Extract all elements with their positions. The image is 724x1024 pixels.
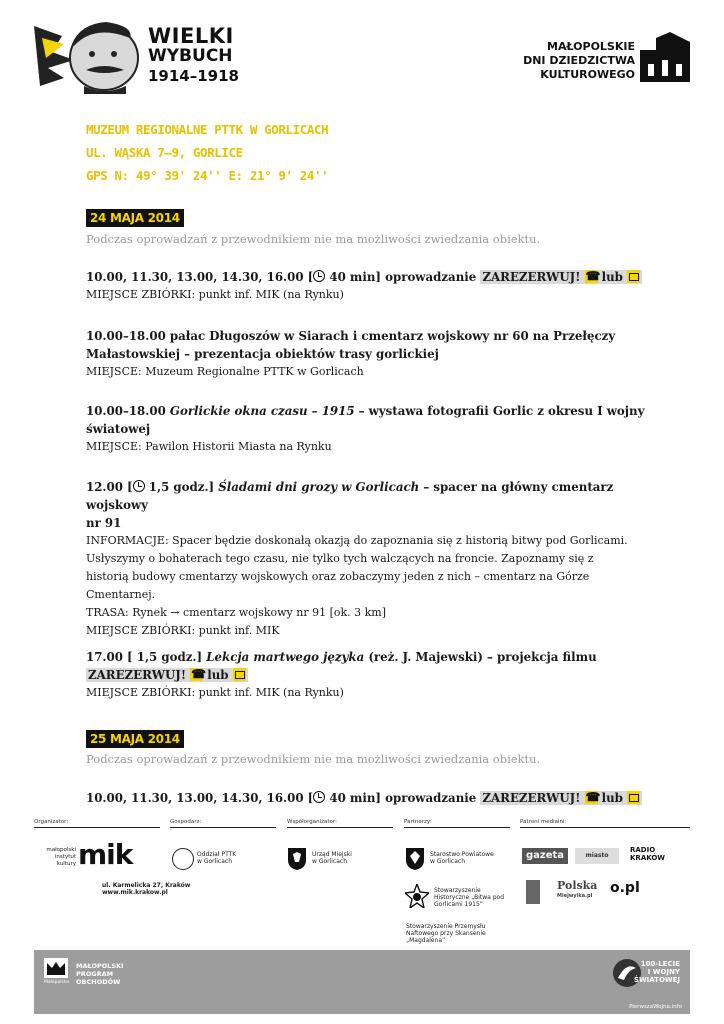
spn-line3: „Magdalena” xyxy=(406,937,446,944)
event3-rest-b: światowej xyxy=(86,422,151,436)
day2-event1 xyxy=(86,789,646,807)
mail-icon[interactable] xyxy=(233,668,246,681)
event4-rest-a: – spacer na główny cmentarz wojskowy xyxy=(86,480,614,512)
day1-event3 xyxy=(86,402,646,456)
day2-note: Podczas oprowadzań z przewodnikiem nie ma możliwości zwiedzania obiektu. xyxy=(86,752,541,766)
clock-icon xyxy=(313,791,325,803)
event4-time: 12.00 [ xyxy=(86,480,133,494)
centenary-line3: ŚWIATOWEJ xyxy=(633,976,680,984)
date-badge-day2: 25 MAJA 2014 xyxy=(86,730,184,748)
event4-place: MIEJSCE ZBIÓRKI: punkt inf. MIK xyxy=(86,624,280,637)
mdk-line2: DNI DZIEDZICTWA xyxy=(523,54,635,67)
divider xyxy=(520,827,690,828)
bb-line3: OBCHODÓW xyxy=(76,978,121,986)
event4-info2: Usłyszymy o bohaterach tego czasu, nie tylko tych walczących na froncie. Zapoznamy się z xyxy=(86,552,594,565)
venue-info xyxy=(86,118,328,187)
event2-place: MIEJSCE: Muzeum Regionalne PTTK w Gorlicach xyxy=(86,365,364,378)
reserve-button[interactable] xyxy=(480,270,642,284)
mik-logo: mik xyxy=(78,838,133,871)
reserve-label: ZAREZERWUJ! xyxy=(482,791,581,805)
venue-gps: GPS N: 49° 39' 24'' E: 21° 9' 24'' xyxy=(86,168,329,183)
powiat-coat-of-arms-icon xyxy=(406,848,424,870)
event2-title-b: Małastowskiej – prezentacja obiektów trasy gorlickiej xyxy=(86,347,439,361)
label-partners: Partnerzy: xyxy=(404,819,432,825)
starostwo-text xyxy=(430,851,494,865)
spn-text xyxy=(406,923,486,944)
polska-logo xyxy=(557,880,597,902)
day1-event4 xyxy=(86,478,646,640)
gorlice-coat-of-arms-icon xyxy=(288,848,306,870)
divider xyxy=(287,827,393,828)
clock-icon xyxy=(133,480,145,492)
radio-krakow-logo xyxy=(630,846,665,862)
spn-line2: Naftowego przy Skansenie xyxy=(406,930,486,937)
label-coorganizer: Współorganizator: xyxy=(287,819,337,825)
um-line1: Urząd Miejski xyxy=(312,851,352,858)
mdk-text xyxy=(523,40,635,82)
day2-event1-duration: 40 min] oprowadzanie xyxy=(325,791,481,805)
event2-title-a: 10.00–18.00 pałac Długoszów w Siarach i cmentarz wojskowy nr 60 na Przełęczy xyxy=(86,329,616,343)
starostwo-line1: Starostwo Powiatowe xyxy=(430,851,494,858)
label-media: Patroni medialni: xyxy=(520,819,567,825)
reserve-label: ZAREZERWUJ! xyxy=(88,668,187,682)
mail-icon[interactable] xyxy=(627,791,640,804)
um-line2: w Gorlicach xyxy=(312,858,348,865)
date-badge-day1: 24 MAJA 2014 xyxy=(86,209,184,227)
mik-small-text: małopolski instytut kultury xyxy=(46,847,76,867)
event4-info3: historią budowy cmentarzy wojskowych oraz zobaczymy jeden z nich – cmentarz na Górze xyxy=(86,570,590,583)
tvp-logo-icon xyxy=(526,880,540,904)
mik-address-line1: ul. Karmelicka 27, Kraków xyxy=(102,882,191,889)
reserve-or: lub xyxy=(597,270,628,284)
spn-line1: Stowarzyszenie Przemysłu xyxy=(406,923,486,930)
mail-icon[interactable] xyxy=(627,270,640,283)
mdk-line3: KULTUROWEGO xyxy=(540,68,635,81)
stowarzyszenie-line2: Historyczne „Bitwa pod xyxy=(434,894,505,901)
mdk-logo xyxy=(430,32,690,92)
event1-place: MIEJSCE ZBIÓRKI: punkt inf. MIK (na Rynku) xyxy=(86,288,344,301)
day2-event1-heading xyxy=(86,789,646,807)
stowarzyszenie-badge-icon xyxy=(405,884,429,908)
event3-time: 10.00–18.00 xyxy=(86,404,170,418)
day2-event1-time: 10.00, 11.30, 13.00, 14.30, 16.00 [ xyxy=(86,791,314,805)
day1-note: Podczas oprowadzań z przewodnikiem nie ma możliwości zwiedzania obiektu. xyxy=(86,232,541,246)
reserve-or: lub xyxy=(597,791,628,805)
event4-route: TRASA: Rynek → cmentarz wojskowy nr 91 [ok. 3 km] xyxy=(86,606,387,619)
opl-logo: o.pl xyxy=(610,880,640,896)
centenary-text xyxy=(634,960,680,984)
event4-info4: Cmentarnej. xyxy=(86,588,156,601)
event3-title xyxy=(86,402,646,420)
event4-title xyxy=(86,478,646,514)
event3-italic: Gorlickie okna czasu – 1915 xyxy=(169,404,355,418)
um-text xyxy=(312,851,352,865)
event4-duration: 1,5 godz.] xyxy=(144,480,219,494)
phone-icon[interactable] xyxy=(585,791,598,804)
event4-info1: INFORMACJE: Spacer będzie doskonałą okazją do zapoznania się z historią bitwy pod Gorlicami. xyxy=(86,534,628,547)
centenary-line1: 100-LECIE xyxy=(640,960,680,968)
stowarzyszenie-text xyxy=(434,887,504,908)
divider xyxy=(170,827,276,828)
reserve-button[interactable] xyxy=(480,791,642,805)
wb-line2: WYBUCH xyxy=(148,46,233,66)
phone-icon[interactable] xyxy=(585,270,598,283)
event5-place: MIEJSCE ZBIÓRKI: punkt inf. MIK (na Rynku) xyxy=(86,686,344,699)
reserve-label: ZAREZERWUJ! xyxy=(482,270,581,284)
event1-duration: 40 min] oprowadzanie xyxy=(325,270,481,284)
divider xyxy=(404,827,510,828)
stowarzyszenie-line1: Stowarzyszenie xyxy=(434,887,481,894)
event5-title xyxy=(86,648,646,666)
venue-address: UL. WĄSKA 7–9, GORLICE xyxy=(86,145,243,160)
day1-event1 xyxy=(86,268,646,304)
malopolska-small: Małopolska xyxy=(44,980,70,985)
event3-place: MIEJSCE: Pawilon Historii Miasta na Rynku xyxy=(86,440,332,453)
centenary-line2: I WOJNY xyxy=(647,968,680,976)
event5-time: 17.00 [ 1,5 godz.] xyxy=(86,650,207,664)
phone-icon[interactable] xyxy=(190,668,203,681)
stowarzyszenie-line3: Gorlicami 1915” xyxy=(434,901,483,908)
venue-name: MUZEUM REGIONALNE PTTK W GORLICACH xyxy=(86,122,329,137)
label-organizer: Organizator: xyxy=(34,819,69,825)
reserve-or: lub xyxy=(203,668,233,682)
event1-time: 10.00, 11.30, 13.00, 14.30, 16.00 [ xyxy=(86,270,314,284)
polska-line2: Miejwyika.pl xyxy=(557,893,593,899)
mdk-line1: MAŁOPOLSKIE xyxy=(547,40,635,53)
event5-reserve-line xyxy=(86,666,646,684)
bb-line1: MAŁOPOLSKI xyxy=(76,962,124,970)
event1-heading xyxy=(86,268,646,286)
wb-line1: WIELKI xyxy=(148,24,234,48)
reserve-button[interactable] xyxy=(86,668,248,682)
label-host: Gospodarz: xyxy=(170,819,202,825)
pttk-line2: w Gorlicach xyxy=(197,858,233,865)
radio-line2: KRAKÓW xyxy=(630,854,666,862)
clock-icon xyxy=(313,270,325,282)
pttk-line1: Oddział PTTK xyxy=(197,851,237,858)
bottom-bar xyxy=(34,950,690,1014)
event3-rest-a: – wystawa fotografii Gorlic z okresu I wojny xyxy=(354,404,645,418)
bb-line2: PROGRAM xyxy=(76,970,114,978)
divider xyxy=(34,827,160,828)
event4-italic: Śladami dni grozy w Gorlicach xyxy=(218,480,420,494)
pttk-seal-icon xyxy=(172,848,194,870)
wb-line3: 1914–1918 xyxy=(148,67,239,85)
event4-rest-b: nr 91 xyxy=(86,516,122,530)
starostwo-line2: w Gorlicach xyxy=(430,858,466,865)
polska-line1: Polska xyxy=(557,879,598,892)
mik-address xyxy=(102,882,190,896)
pttk-text xyxy=(197,851,236,865)
day1-event5 xyxy=(86,648,646,702)
wielki-wybuch-title xyxy=(148,26,239,86)
mik-address-line2: www.mik.krakow.pl xyxy=(102,889,168,896)
miasto-logo: miasto xyxy=(575,848,619,864)
day1-event2 xyxy=(86,327,646,381)
castle-icon xyxy=(640,32,690,82)
pierwszawojna-url[interactable]: PierwszaWojna.info xyxy=(629,1004,682,1010)
radio-line1: RADIO xyxy=(630,846,656,854)
event5-italic: Lekcja martwego języka xyxy=(206,650,365,664)
event5-rest: (reż. J. Majewski) – projekcja filmu xyxy=(364,650,597,664)
gazeta-logo: gazeta xyxy=(522,848,568,864)
program-text xyxy=(76,962,124,986)
